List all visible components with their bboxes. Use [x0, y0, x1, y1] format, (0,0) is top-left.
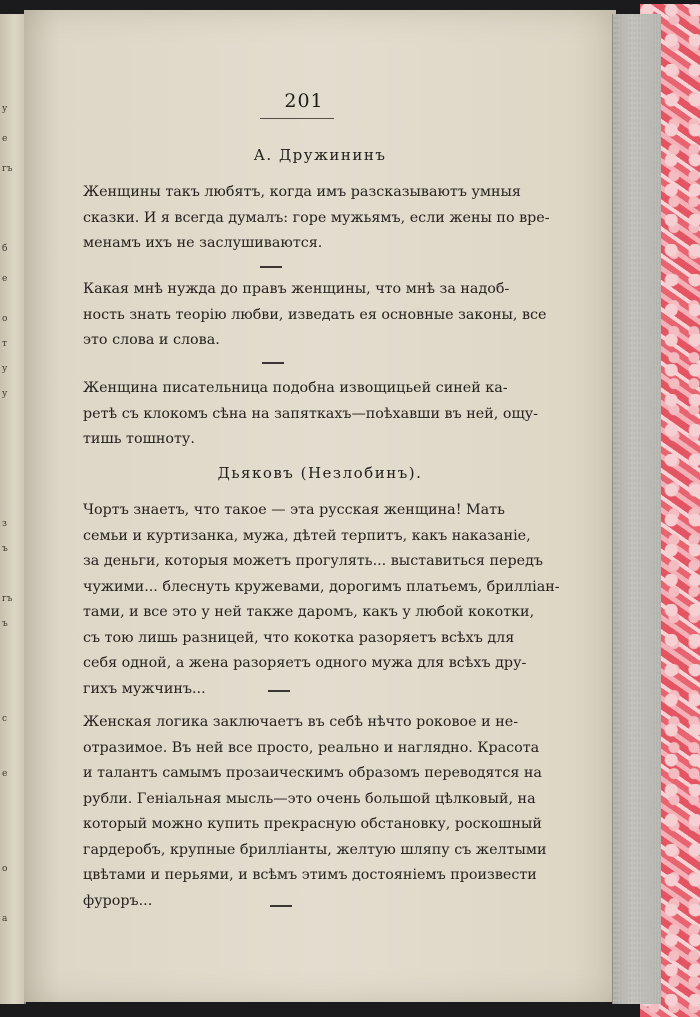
author-heading: Дьяковъ (Незлобинъ). — [217, 464, 423, 482]
text-line: за деньги, которыя можетъ прогулять... выставиться передъ — [83, 553, 543, 569]
text-line: менамъ ихъ не заслушиваются. — [83, 235, 323, 251]
text-line: гардеробъ, крупные брилліанты, желтую шляпу съ желтыми — [83, 841, 547, 858]
facing-page-fragment: а — [2, 914, 8, 924]
facing-page-fragment: у — [2, 364, 8, 374]
text-line: себя одной, а жена разоряетъ одного мужа для всѣхъ дру- — [83, 655, 527, 671]
section-separator — [270, 905, 292, 907]
facing-page-fragment: у — [2, 104, 8, 114]
facing-page-fragment: о — [2, 314, 8, 324]
section-separator — [268, 690, 290, 692]
text-line: цвѣтами и перьями, и всѣмъ этимъ достояніемъ произвести — [83, 867, 537, 883]
facing-page-fragment: ъ — [2, 544, 8, 554]
text-line: ретѣ съ клокомъ сѣна на запяткахъ—поѣхавши въ ней, ощу- — [83, 405, 538, 422]
facing-page-fragment: у — [2, 389, 8, 399]
text-line: тишь тошноту. — [83, 431, 195, 447]
text-line: тами, и все это у ней также даромъ, какъ у любой кокотки, — [83, 604, 535, 620]
quote-paragraph — [83, 376, 593, 453]
text-line: отразимое. Въ ней все просто, реально и наглядно. Красота — [83, 739, 540, 756]
text-line: чужими... блеснуть кружевами, дорогимъ платьемъ, брилліан- — [83, 578, 560, 595]
text-line: это слова и слова. — [83, 332, 220, 348]
text-line: рубли. Геніальная мысль—это очень большой цѣлковый, на — [83, 790, 536, 807]
text-line: Женская логика заключаетъ въ себѣ нѣчто роковое и не- — [83, 714, 519, 730]
page-edges-block — [612, 14, 661, 1004]
page-number-rule — [260, 118, 334, 119]
page-number: 201 — [284, 90, 324, 112]
text-line: Женщина писательница подобна извощицьей синей ка- — [83, 380, 508, 396]
text-line: семьи и куртизанка, мужа, дѣтей терпитъ, какъ наказаніе, — [83, 527, 531, 544]
facing-page-fragment: ъ — [2, 619, 8, 629]
facing-page-fragment: е — [2, 134, 8, 144]
facing-page-fragment: е — [2, 274, 8, 284]
text-line: Женщины такъ любятъ, когда имъ разсказываютъ умныя — [83, 184, 521, 200]
text-line: и талантъ самымъ прозаическимъ образомъ переводятся на — [83, 765, 542, 781]
quote-paragraph — [83, 710, 593, 914]
facing-page-fragment: з — [2, 519, 7, 529]
text-line: Какая мнѣ нужда до правъ женщины, что мнѣ за надоб- — [83, 281, 510, 297]
quote-paragraph — [83, 498, 593, 702]
text-line: гихъ мужчинъ... — [83, 680, 206, 697]
facing-page-fragment: б — [2, 244, 8, 254]
quote-paragraph — [83, 277, 593, 354]
facing-page-fragment: о — [2, 864, 8, 874]
text-line: сказки. И я всегда думалъ: горе мужьямъ, если жены по вре- — [83, 209, 550, 226]
facing-page-fragment: гъ — [2, 164, 13, 174]
facing-page-edge — [0, 14, 26, 1004]
author-heading: А. Дружининъ — [253, 146, 387, 164]
text-line: который можно купить прекрасную обстановку, роскошный — [83, 816, 542, 832]
section-separator — [260, 266, 282, 268]
facing-page-fragment: е — [2, 769, 8, 779]
text-line: фуроръ... — [83, 892, 153, 909]
text-line: съ тою лишь разницей, что кокотка разоряетъ всѣхъ для — [83, 629, 515, 646]
facing-page-fragment: гъ — [2, 594, 13, 604]
book-page — [24, 10, 616, 1002]
quote-paragraph — [83, 180, 593, 257]
section-separator — [262, 362, 284, 364]
text-line: ность знать теорію любви, изведать ея основные законы, все — [83, 306, 547, 323]
facing-page-fragment: т — [2, 339, 7, 349]
facing-page-fragment: с — [2, 714, 8, 724]
text-line: Чортъ знаетъ, что такое — эта русская женщина! Мать — [83, 502, 505, 518]
